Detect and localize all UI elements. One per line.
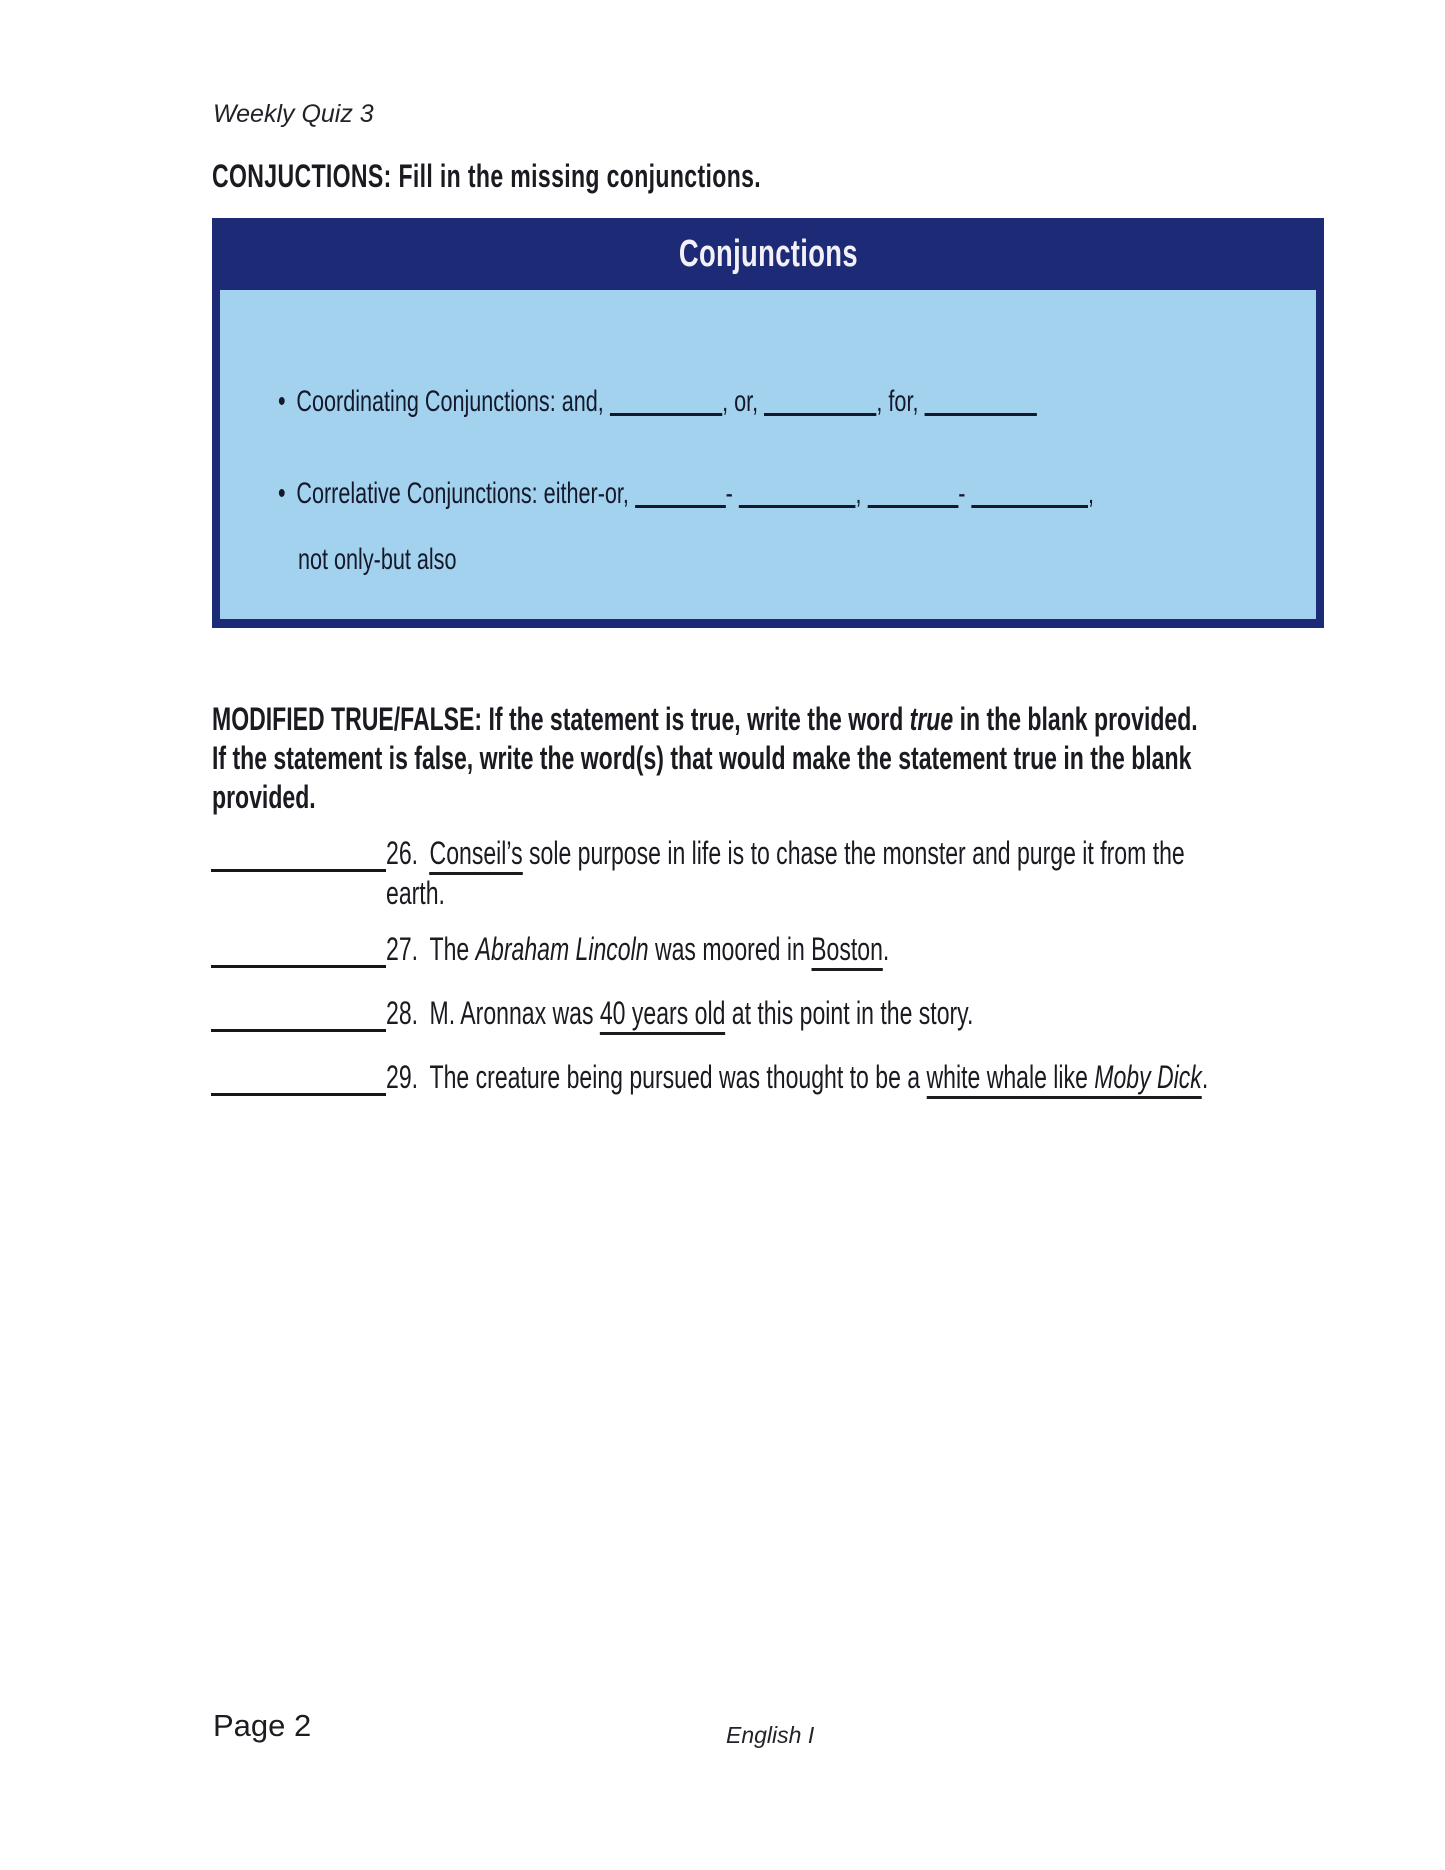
conjunctions-section-heading [212,158,975,195]
question-26-number: 26. [386,835,419,871]
coordinating-conjunctions-text: • Coordinating Conjunctions: and, , or, , for, [278,382,1037,422]
question-27-number: 27. [386,931,419,967]
quiz-title: Weekly Quiz 3 [213,100,374,128]
conjunctions-box [212,218,1324,628]
conjunctions-box-title: Conjunctions [678,232,858,275]
question-28-body [386,993,973,1033]
conjunctions-box-body [220,290,1316,619]
answer-blank-26 [211,833,386,872]
answer-blank-29 [211,1057,386,1096]
question-26-body [386,833,1185,913]
answer-blank-28 [211,993,386,1032]
question-27 [211,929,1085,969]
question-28-text: M. Aronnax was 40 years old at this point in the story. [430,995,974,1035]
true-false-heading-text: MODIFIED TRUE/FALSE: If the statement is true, write the word true in the blank provided. If the statement is false, write the word(s) that would make the statement true in the blank provided. [212,701,1198,815]
question-26-text: Conseil’s sole purpose in life is to chase the monster and purge it from the earth. [386,835,1185,911]
conjunctions-box-header [212,218,1324,290]
conjunctions-heading-text: CONJUCTIONS: Fill in the missing conjunctions. [212,158,762,194]
not-only-but-also-line [220,540,1316,580]
page-number: Page 2 [213,1708,312,1743]
correlative-conjunctions-line [220,474,1316,514]
question-29 [211,1057,1445,1097]
not-only-but-also-text: not only-but also [298,543,457,576]
question-27-body [386,929,889,969]
question-28 [211,993,1202,1033]
course-name: English I [726,1722,815,1748]
answer-blank-27 [211,929,386,968]
question-29-text: The creature being pursued was thought to be a white whale like Moby Dick. [430,1059,1209,1099]
question-28-number: 28. [386,995,419,1031]
correlative-conjunctions-text: • Correlative Conjunctions: either-or, - , - , [278,474,1094,514]
coordinating-conjunctions-line [220,382,1316,422]
true-false-section-heading [212,700,1445,817]
question-27-text: The Abraham Lincoln was moored in Boston. [430,931,890,971]
question-26 [211,833,1445,913]
question-29-number: 29. [386,1059,419,1095]
question-29-body [386,1057,1208,1097]
